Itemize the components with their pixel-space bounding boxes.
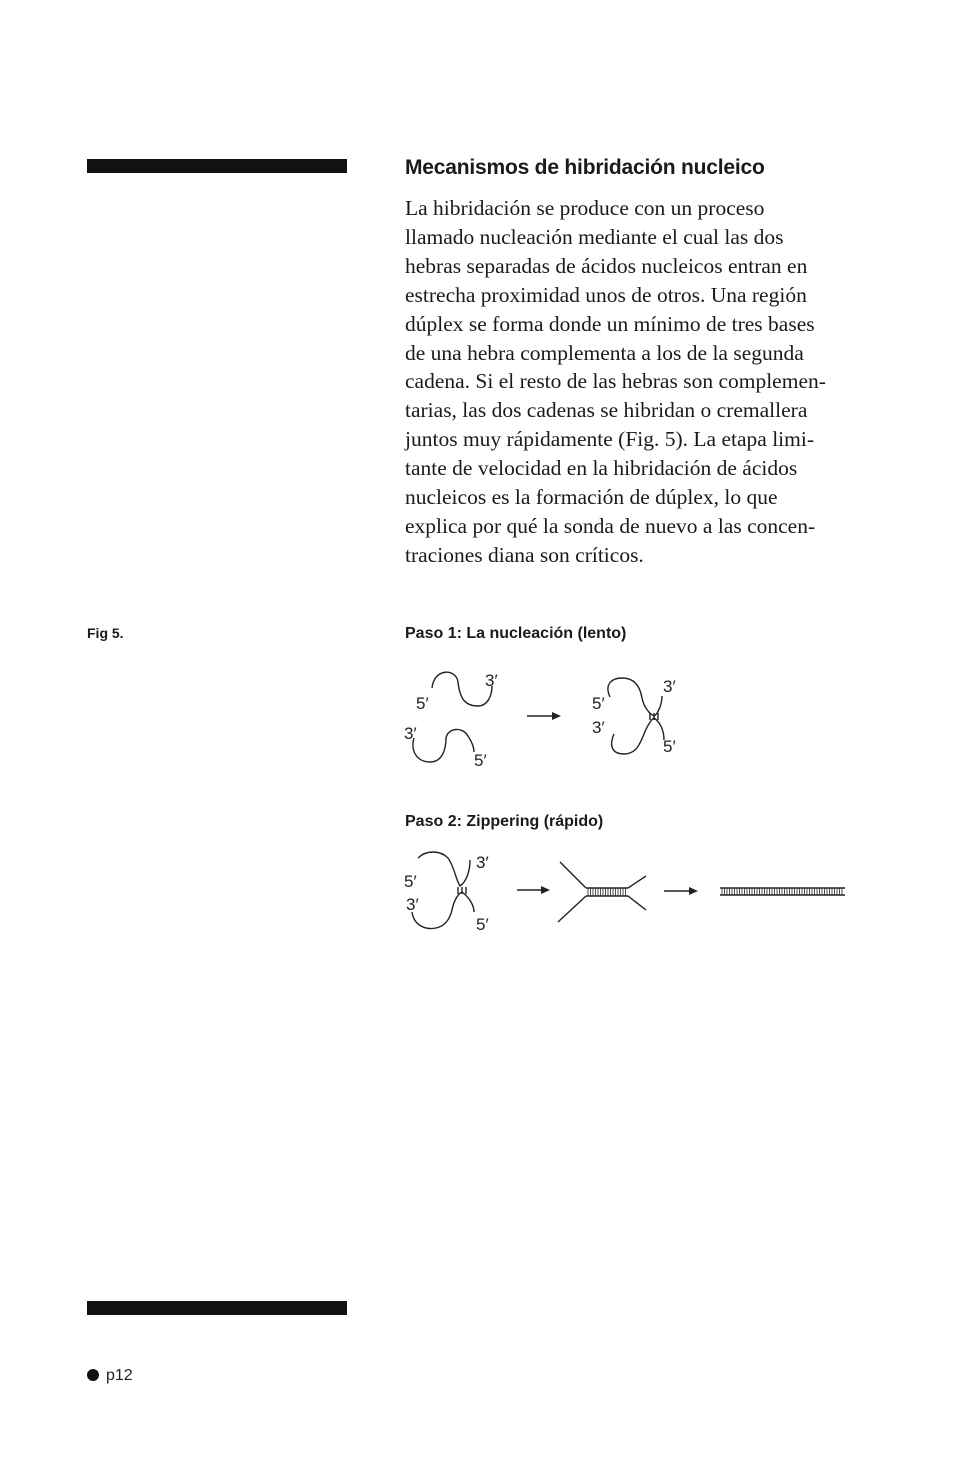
body-line: tante de velocidad en la hibridación de ácidos <box>405 456 798 481</box>
label-5prime: 5′ <box>476 915 489 934</box>
body-line: traciones diana son críticos. <box>405 542 644 567</box>
body-line: llamado nucleación mediante el cual las dos <box>405 224 784 249</box>
body-line: estrecha proximidad unos de otros. Una región <box>405 282 807 307</box>
bottom-rule <box>87 1301 347 1315</box>
body-line: nucleicos es la formación de dúplex, lo que <box>405 485 778 510</box>
body-line: dúplex se forma donde un mínimo de tres bases <box>405 311 815 336</box>
label-5prime: 5′ <box>416 694 429 713</box>
label-3prime: 3′ <box>476 853 489 872</box>
label-5prime: 5′ <box>592 694 605 713</box>
step2-label: Paso 2: Zippering (rápido) <box>405 813 604 830</box>
label-3prime: 3′ <box>485 671 498 690</box>
label-5prime: 5′ <box>404 872 417 891</box>
label-3prime: 3′ <box>663 677 676 696</box>
body-line: de una hebra complementa a los de la segunda <box>405 340 804 365</box>
body-line: juntos muy rápidamente (Fig. 5). La etapa limi- <box>405 427 814 452</box>
strand-top-nucleated <box>418 852 470 886</box>
label-3prime: 3′ <box>406 895 419 914</box>
page-number: p12 <box>106 1367 133 1384</box>
partial-duplex <box>558 862 646 922</box>
body-line: tarias, las dos cadenas se hibridan o cremallera <box>405 398 808 423</box>
body-line: hebras separadas de ácidos nucleicos entran en <box>405 253 808 278</box>
full-duplex <box>720 888 845 895</box>
body-line: explica por qué la sonda de nuevo a las concen- <box>405 513 816 538</box>
step1-label: Paso 1: La nucleación (lento) <box>405 625 627 642</box>
body-line: La hibridación se produce con un proceso <box>405 196 765 220</box>
strand-bottom-nucleated <box>412 892 474 928</box>
arrow-icon <box>664 887 698 895</box>
arrow-icon <box>517 886 550 894</box>
figure-label: Fig 5. <box>87 625 124 641</box>
label-3prime: 3′ <box>404 724 417 743</box>
label-5prime: 5′ <box>474 751 487 770</box>
bullet-icon <box>87 1369 99 1381</box>
body-line: cadena. Si el resto de las hebras son complemen- <box>405 369 826 394</box>
section-heading: Mecanismos de hibridación nucleico <box>405 156 765 179</box>
label-5prime: 5′ <box>663 737 676 756</box>
label-3prime: 3′ <box>592 718 605 737</box>
page-footer <box>87 1367 133 1385</box>
